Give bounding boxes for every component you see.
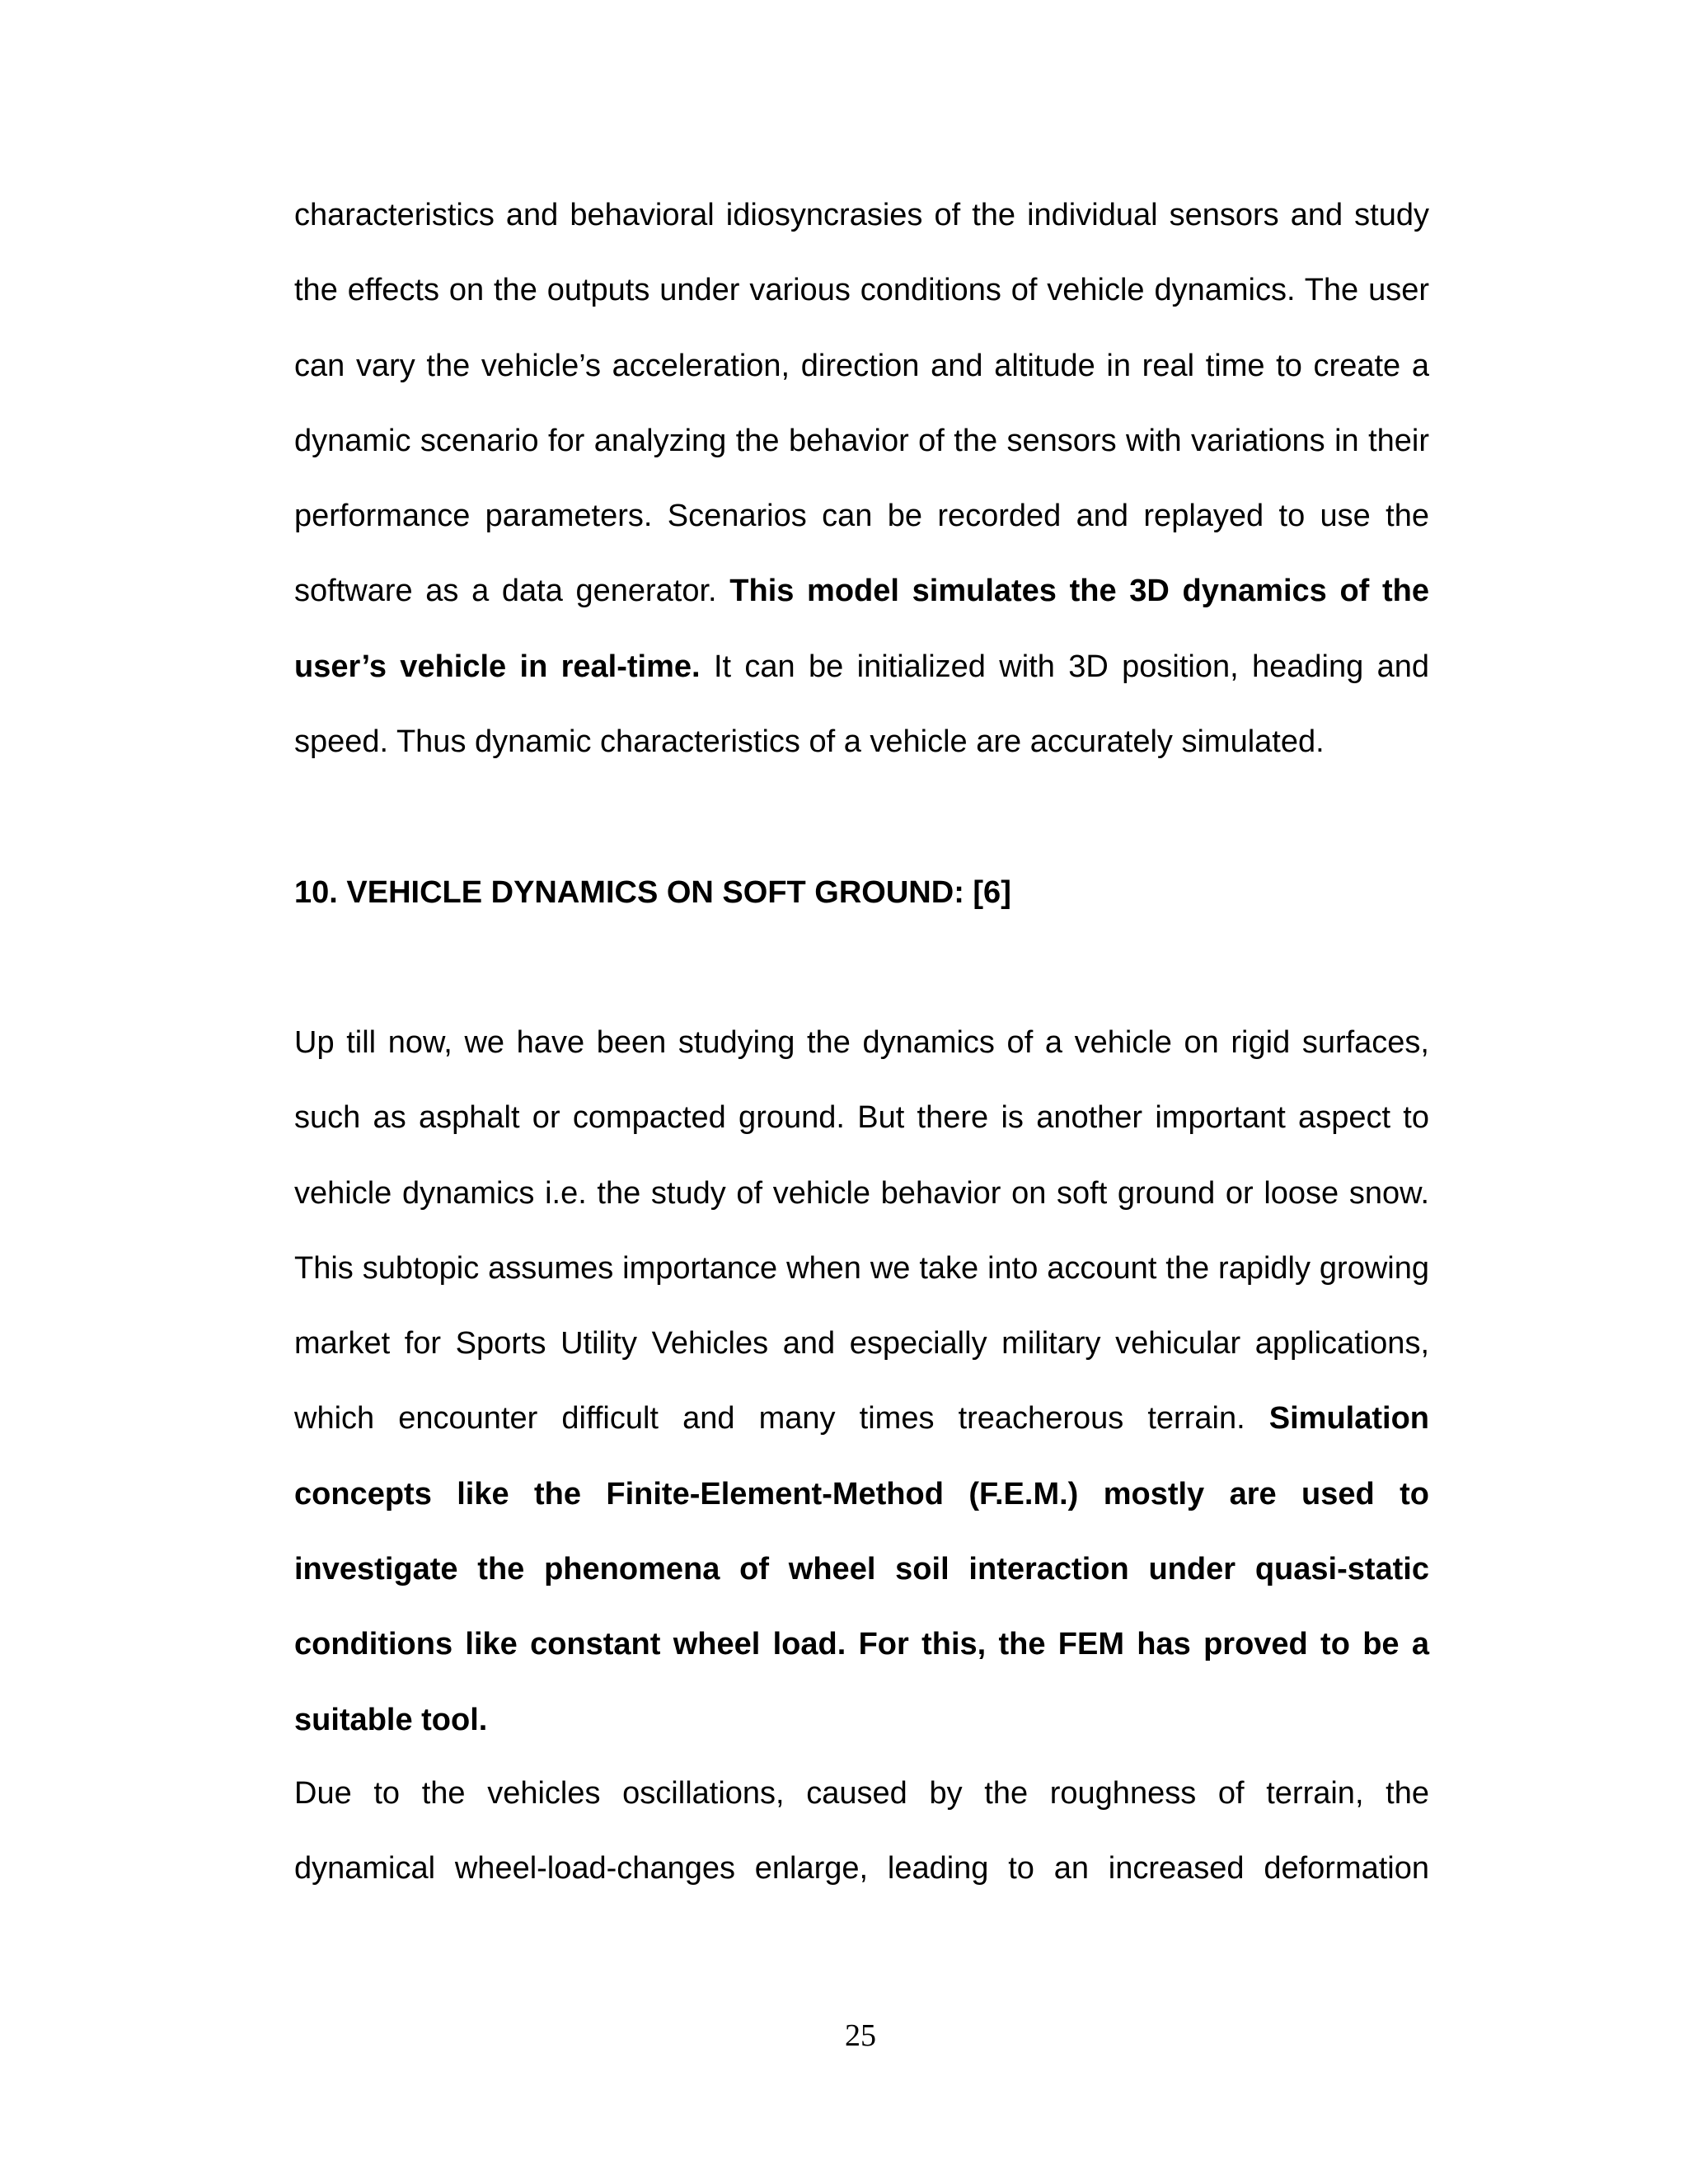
bold-emphasis-text: This model simulates the 3D dynamics of the user’s vehicle in real-time. <box>294 574 1429 684</box>
bold-emphasis-text: Simulation concepts like the Finite-Element-Method (F.E.M.) mostly are used to investigate the phenomena of wheel soil interaction under quasi-static conditions like constant wheel load. For this, the FEM has proved to be a suitable tool. <box>294 1401 1429 1737</box>
body-paragraph <box>294 1005 1429 1758</box>
paragraph-text: It can be initialized with 3D position, heading and speed. Thus dynamic characteristics of a vehicle are accurately simulated. <box>294 649 1429 760</box>
body-paragraph <box>294 178 1429 780</box>
paragraph-text: characteristics and behavioral idiosyncrasies of the individual sensors and study the effects on the outputs under various conditions of vehicle dynamics. The user can vary the vehicle’s acceleration, direction and altitude in real time to create a dynamic scenario for analyzing the behavior of the sensors with variations in their performance parameters. Scenarios can be recorded and replayed to use the software as a data generator. <box>294 198 1429 609</box>
page-number: 25 <box>845 2018 876 2053</box>
paragraph-text: Due to the vehicles oscillations, caused by the roughness of terrain, the dynamical wheel-load-changes enlarge, leading to an increased deformation <box>294 1776 1429 1886</box>
body-paragraph <box>294 1756 1429 1907</box>
section-heading: 10. VEHICLE DYNAMICS ON SOFT GROUND: [6] <box>294 875 1011 910</box>
paragraph-text: Up till now, we have been studying the dynamics of a vehicle on rigid surfaces, such as asphalt or compacted ground. But there is another important aspect to vehicle dynamics i.e. the study of vehicle behavior on soft ground or loose snow. This subtopic assumes importance when we take into account the rapidly growing market for Sports Utility Vehicles and especially military vehicular applications, which encounter difficult and many times treacherous terrain. <box>294 1025 1429 1436</box>
